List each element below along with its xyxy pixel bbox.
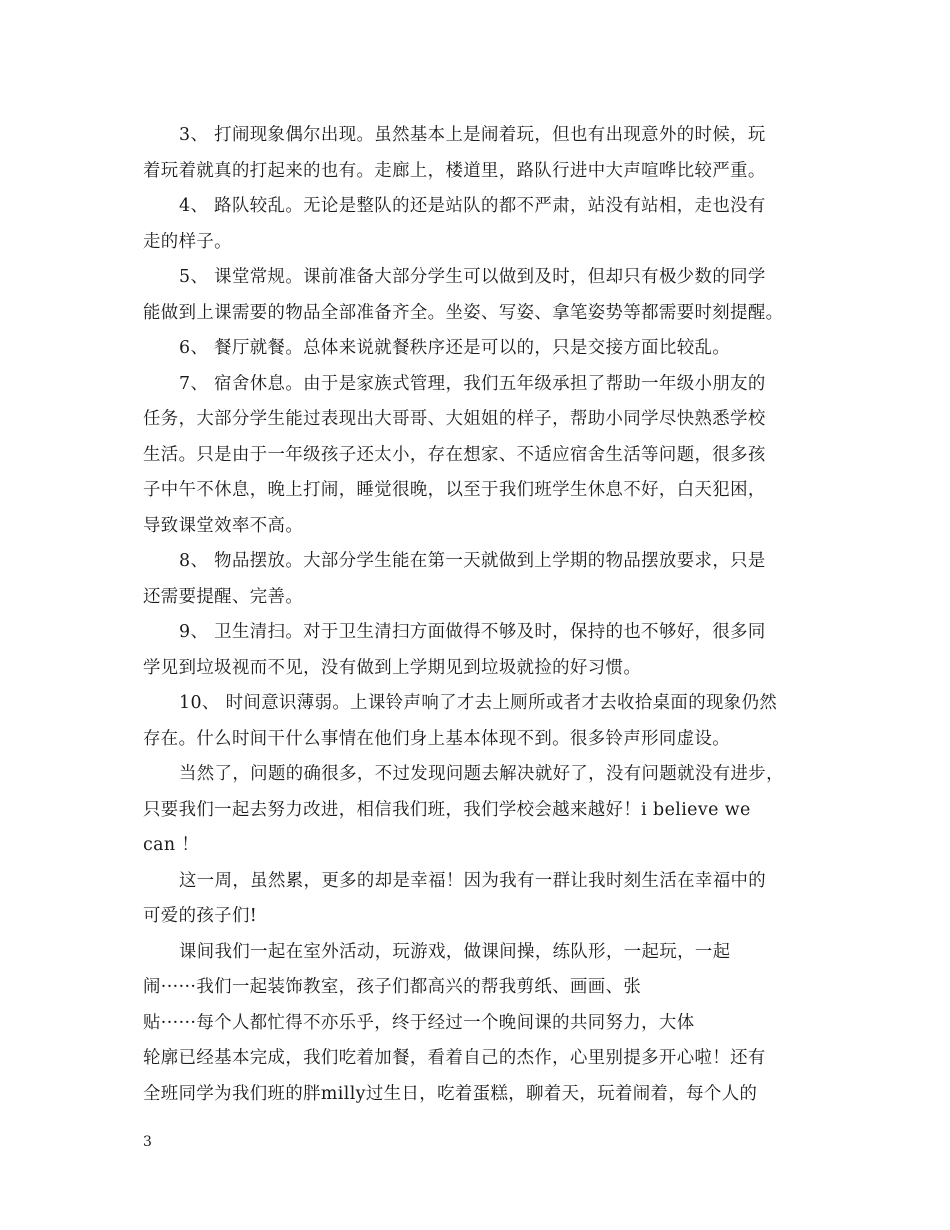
- text-line: 可爱的孩子们!: [143, 906, 258, 926]
- text-line: 生活。只是由于一年级孩子还太小，存在想家、不适应宿舍生活等问题，很多孩: [143, 444, 766, 465]
- text-line: 7、 宿舍休息。由于是家族式管理，我们五年级承担了帮助一年级小朋友的: [179, 373, 766, 394]
- text-line: 能做到上课需要的物品全部准备齐全。坐姿、写姿、拿笔姿势等都需要时刻提醒。: [143, 302, 784, 323]
- text-line: 课间我们一起在室外活动，玩游戏，做课间操，练队形，一起玩，一起: [179, 941, 731, 962]
- text-line: 6、 餐厅就餐。总体来说就餐秩序还是可以的，只是交接方面比较乱。: [179, 338, 731, 358]
- text-line: 着玩着就真的打起来的也有。走廊上，楼道里，路队行进中大声喧哗比较严重。: [143, 160, 766, 181]
- text-line: 还需要提醒、完善。: [143, 586, 304, 607]
- text-line: 当然了，问题的确很多，不过发现问题去解决就好了，没有问题就没有进步，: [179, 764, 784, 784]
- text-line: 子中午不休息，晚上打闹，睡觉很晚，以至于我们班学生休息不好，白天犯困，: [143, 480, 766, 500]
- text-line: 闹······我们一起装饰教室，孩子们都高兴的帮我剪纸、画画、张: [143, 977, 642, 997]
- page-number: 3: [143, 1134, 152, 1150]
- text-line: 这一周，虽然累，更多的却是幸福！因为我有一群让我时刻生活在幸福中的: [179, 870, 767, 891]
- text-line: 任务，大部分学生能过表现出大哥哥、大姐姐的样子，帮助小同学尽快熟悉学校: [143, 409, 766, 429]
- text-line: 走的样子。: [143, 231, 232, 252]
- document-body: [143, 118, 808, 1112]
- text-line: 贴······每个人都忙得不亦乐乎，终于经过一个晚间课的共同努力，大体: [143, 1012, 695, 1033]
- text-line: 只要我们一起去努力改进，相信我们班，我们学校会越来越好！i believe we: [143, 799, 751, 820]
- text-line: 5、 课堂常规。课前准备大部分学生可以做到及时，但却只有极少数的同学: [179, 267, 766, 287]
- text-line: 10、 时间意识薄弱。上课铃声响了才去上厕所或者才去收拾桌面的现象仍然: [179, 693, 778, 713]
- text-line: 存在。什么时间干什么事情在他们身上基本体现不到。很多铃声形同虚设。: [143, 728, 731, 749]
- text-line: 轮廓已经基本完成，我们吃着加餐，看着自己的杰作，心里别提多开心啦！还有: [143, 1048, 766, 1068]
- text-line: 4、 路队较乱。无论是整队的还是站队的都不严肃，站没有站相，走也没有: [179, 196, 766, 216]
- text-line: 8、 物品摆放。大部分学生能在第一天就做到上学期的物品摆放要求，只是: [179, 551, 766, 571]
- text-line: 导致课堂效率不高。: [143, 515, 304, 536]
- text-line: 学见到垃圾视而不见，没有做到上学期见到垃圾就捡的好习惯。: [143, 657, 642, 678]
- text-line: 9、 卫生清扫。对于卫生清扫方面做得不够及时，保持的也不够好，很多同: [179, 622, 766, 642]
- text-line: 3、 打闹现象偶尔出现。虽然基本上是闹着玩，但也有出现意外的时候，玩: [179, 125, 766, 145]
- text-line: can ！: [143, 835, 200, 855]
- text-line: 全班同学为我们班的胖milly过生日，吃着蛋糕，聊着天，玩着闹着，每个人的: [143, 1083, 758, 1104]
